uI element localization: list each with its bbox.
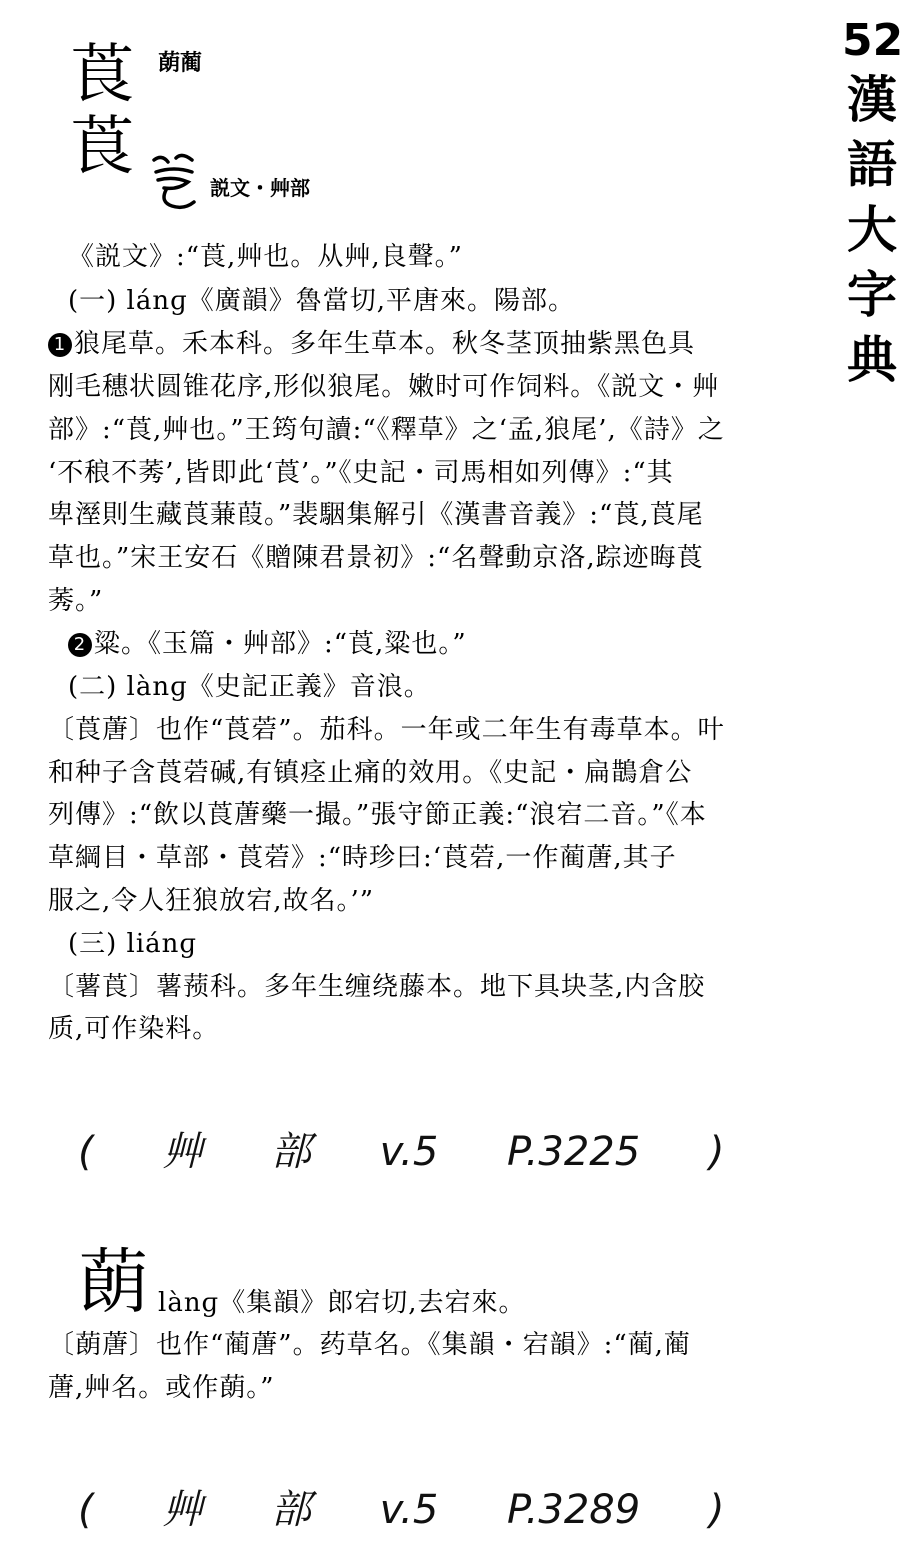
entry-line: 草也。”宋王安石《贈陳君景初》:“名聲動京洛,踪迹晦莨 [48,543,704,573]
entry-line: 刚毛穗状圆锥花序,形似狼尾。嫩时可作饲料。《説文・艸 [48,372,720,402]
entry-small-variant: 蓢蔺 [158,51,203,76]
entry-line: 1 狼尾草。禾本科。多年生草本。秋冬茎顶抽紫黑色具 [48,329,695,359]
entry-line: 草綱目・草部・莨菪》:“時珍曰:‘莨菪,一作蔺蓎,其子 [48,843,677,873]
title-char: 典 [847,331,897,389]
entry-line: 〔莨蓎〕也作“莨菪”。茄科。一年或二年生有毒草本。叶 [48,715,725,745]
entry-line: 2 粱。《玉篇・艸部》:“莨,粱也。” [68,629,467,659]
title-char: 漢 [847,71,897,129]
page-number: 52 [842,15,904,66]
entry-line: (二) lànɡ《史記正義》音浪。 [68,672,431,702]
entry-line: 《説文》:“莨,艸也。从艸,良聲。” [68,242,463,272]
entry-line: 和种子含莨菪碱,有镇痉止痛的效用。《史記・扁鵲倉公 [48,758,693,788]
handwritten-reference: ( 艸 部 v.5 P.3225 ) [78,1129,725,1175]
entry-line: 质,可作染料。 [48,1014,220,1044]
entry-line: 蓎,艸名。或作蓢。” [48,1373,275,1403]
entry-line: 列傳》:“飲以莨蓎藥一撮。”張守節正義:“浪宕二音。”《本 [48,800,707,830]
entry-head-variant: 莨 [70,38,134,112]
entry-line: (三) liánɡ [68,929,198,959]
sense-marker-2: 2 [68,633,92,657]
entry-line: ‘不稂不莠’,皆即此‘莨’。”《史記・司馬相如列傳》:“其 [48,458,674,488]
entry-line: 卑溼則生藏莨蒹葭。”裴駰集解引《漢書音義》:“莨,莨尾 [48,500,704,530]
dictionary-title [842,14,902,393]
entry-head-char: 蓢 [78,1241,148,1323]
entry-line: 〔蓢蓎〕也作“蔺蓎”。药草名。《集韻・宕韻》:“蔺,蔺 [48,1330,691,1360]
entry-line: lànɡ《集韻》郎宕切,去宕來。 [158,1288,526,1318]
sense-marker-1: 1 [48,333,72,357]
handwritten-reference: ( 艸 部 v.5 P.3289 ) [78,1487,725,1533]
entry-head-char: 莨 [70,110,134,184]
entry-line: 服之,令人狂狼放宕,故名。’” [48,886,375,916]
entry-line: 部》:“莨,艸也。”王筠句讀:“《釋草》之‘孟,狼尾’,《詩》之 [48,415,725,445]
title-char: 字 [847,266,897,324]
title-char: 語 [847,136,897,194]
entry-line: 〔薯莨〕薯蓣科。多年生缠绕藤本。地下具块茎,内含胶 [48,972,706,1002]
entry-line: (一) lánɡ《廣韻》魯當切,平唐來。陽部。 [68,286,576,316]
title-char: 大 [847,201,897,259]
entry-line: 莠。” [48,586,104,616]
seal-script-glyph [148,150,200,212]
source-label: 説文・艸部 [210,176,310,200]
